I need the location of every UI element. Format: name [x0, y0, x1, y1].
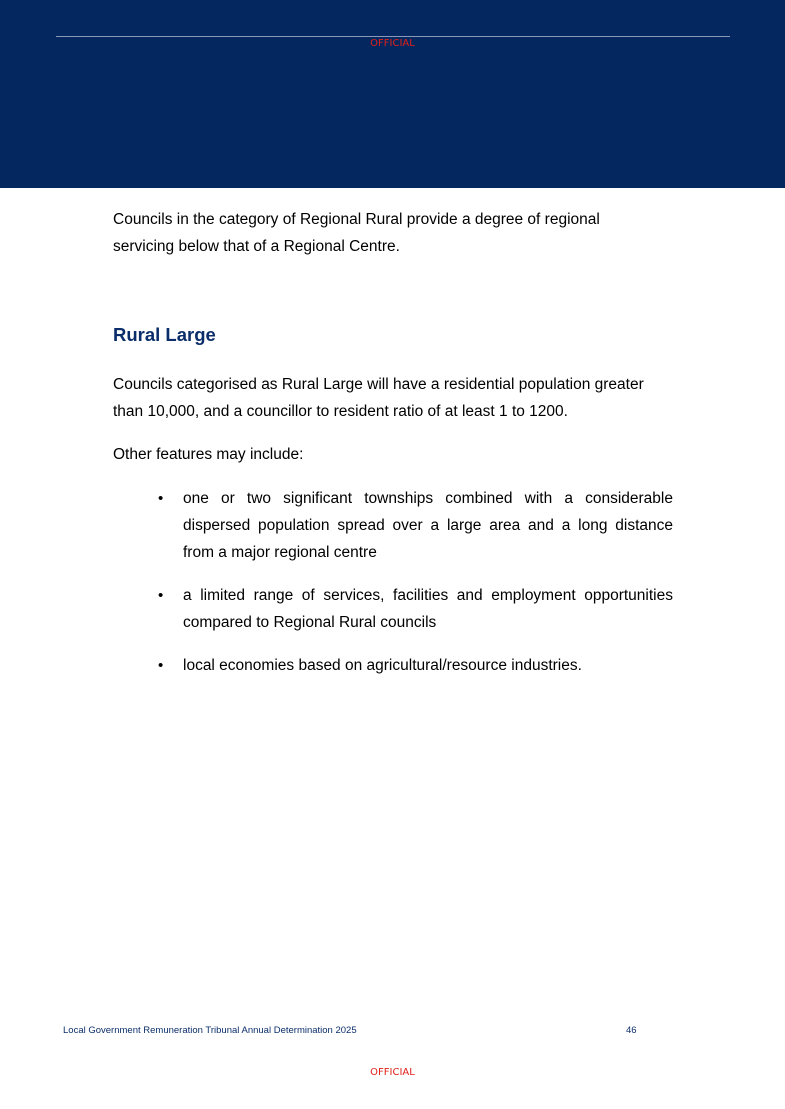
list-item	[113, 485, 673, 566]
list-item-text: local economies based on agricultural/resource industries.	[183, 657, 582, 674]
footer-document-title: Local Government Remuneration Tribunal Annual Determination 2025	[63, 1025, 357, 1036]
features-list	[113, 485, 673, 679]
list-item	[113, 582, 673, 636]
page-content	[113, 206, 678, 695]
header-divider	[56, 36, 730, 37]
intro-paragraph: Councils in the category of Regional Rural provide a degree of regional servicing below that of a Regional Centre.	[113, 211, 600, 255]
rural-large-definition: Councils categorised as Rural Large will have a residential population greater than 10,000, and a councillor to resident ratio of at least 1 to 1200.	[113, 376, 644, 420]
list-item-text: a limited range of services, facilities and employment opportunities compared to Regional Rural councils	[183, 587, 673, 631]
bullet-icon: •	[158, 587, 164, 604]
footer-page-number: 46	[626, 1025, 637, 1036]
classification-label-bottom: OFFICIAL	[370, 1067, 415, 1078]
list-item-text: one or two significant townships combined with a considerable dispersed population spread over a large area and a long distance from a major regional centre	[183, 490, 673, 561]
bullet-icon: •	[158, 490, 164, 507]
bullet-icon: •	[158, 657, 164, 674]
list-item	[113, 652, 673, 679]
header-band	[0, 0, 785, 188]
classification-label-top: OFFICIAL	[370, 38, 415, 49]
section-heading: Rural Large	[113, 324, 216, 345]
other-features-intro: Other features may include:	[113, 446, 304, 463]
